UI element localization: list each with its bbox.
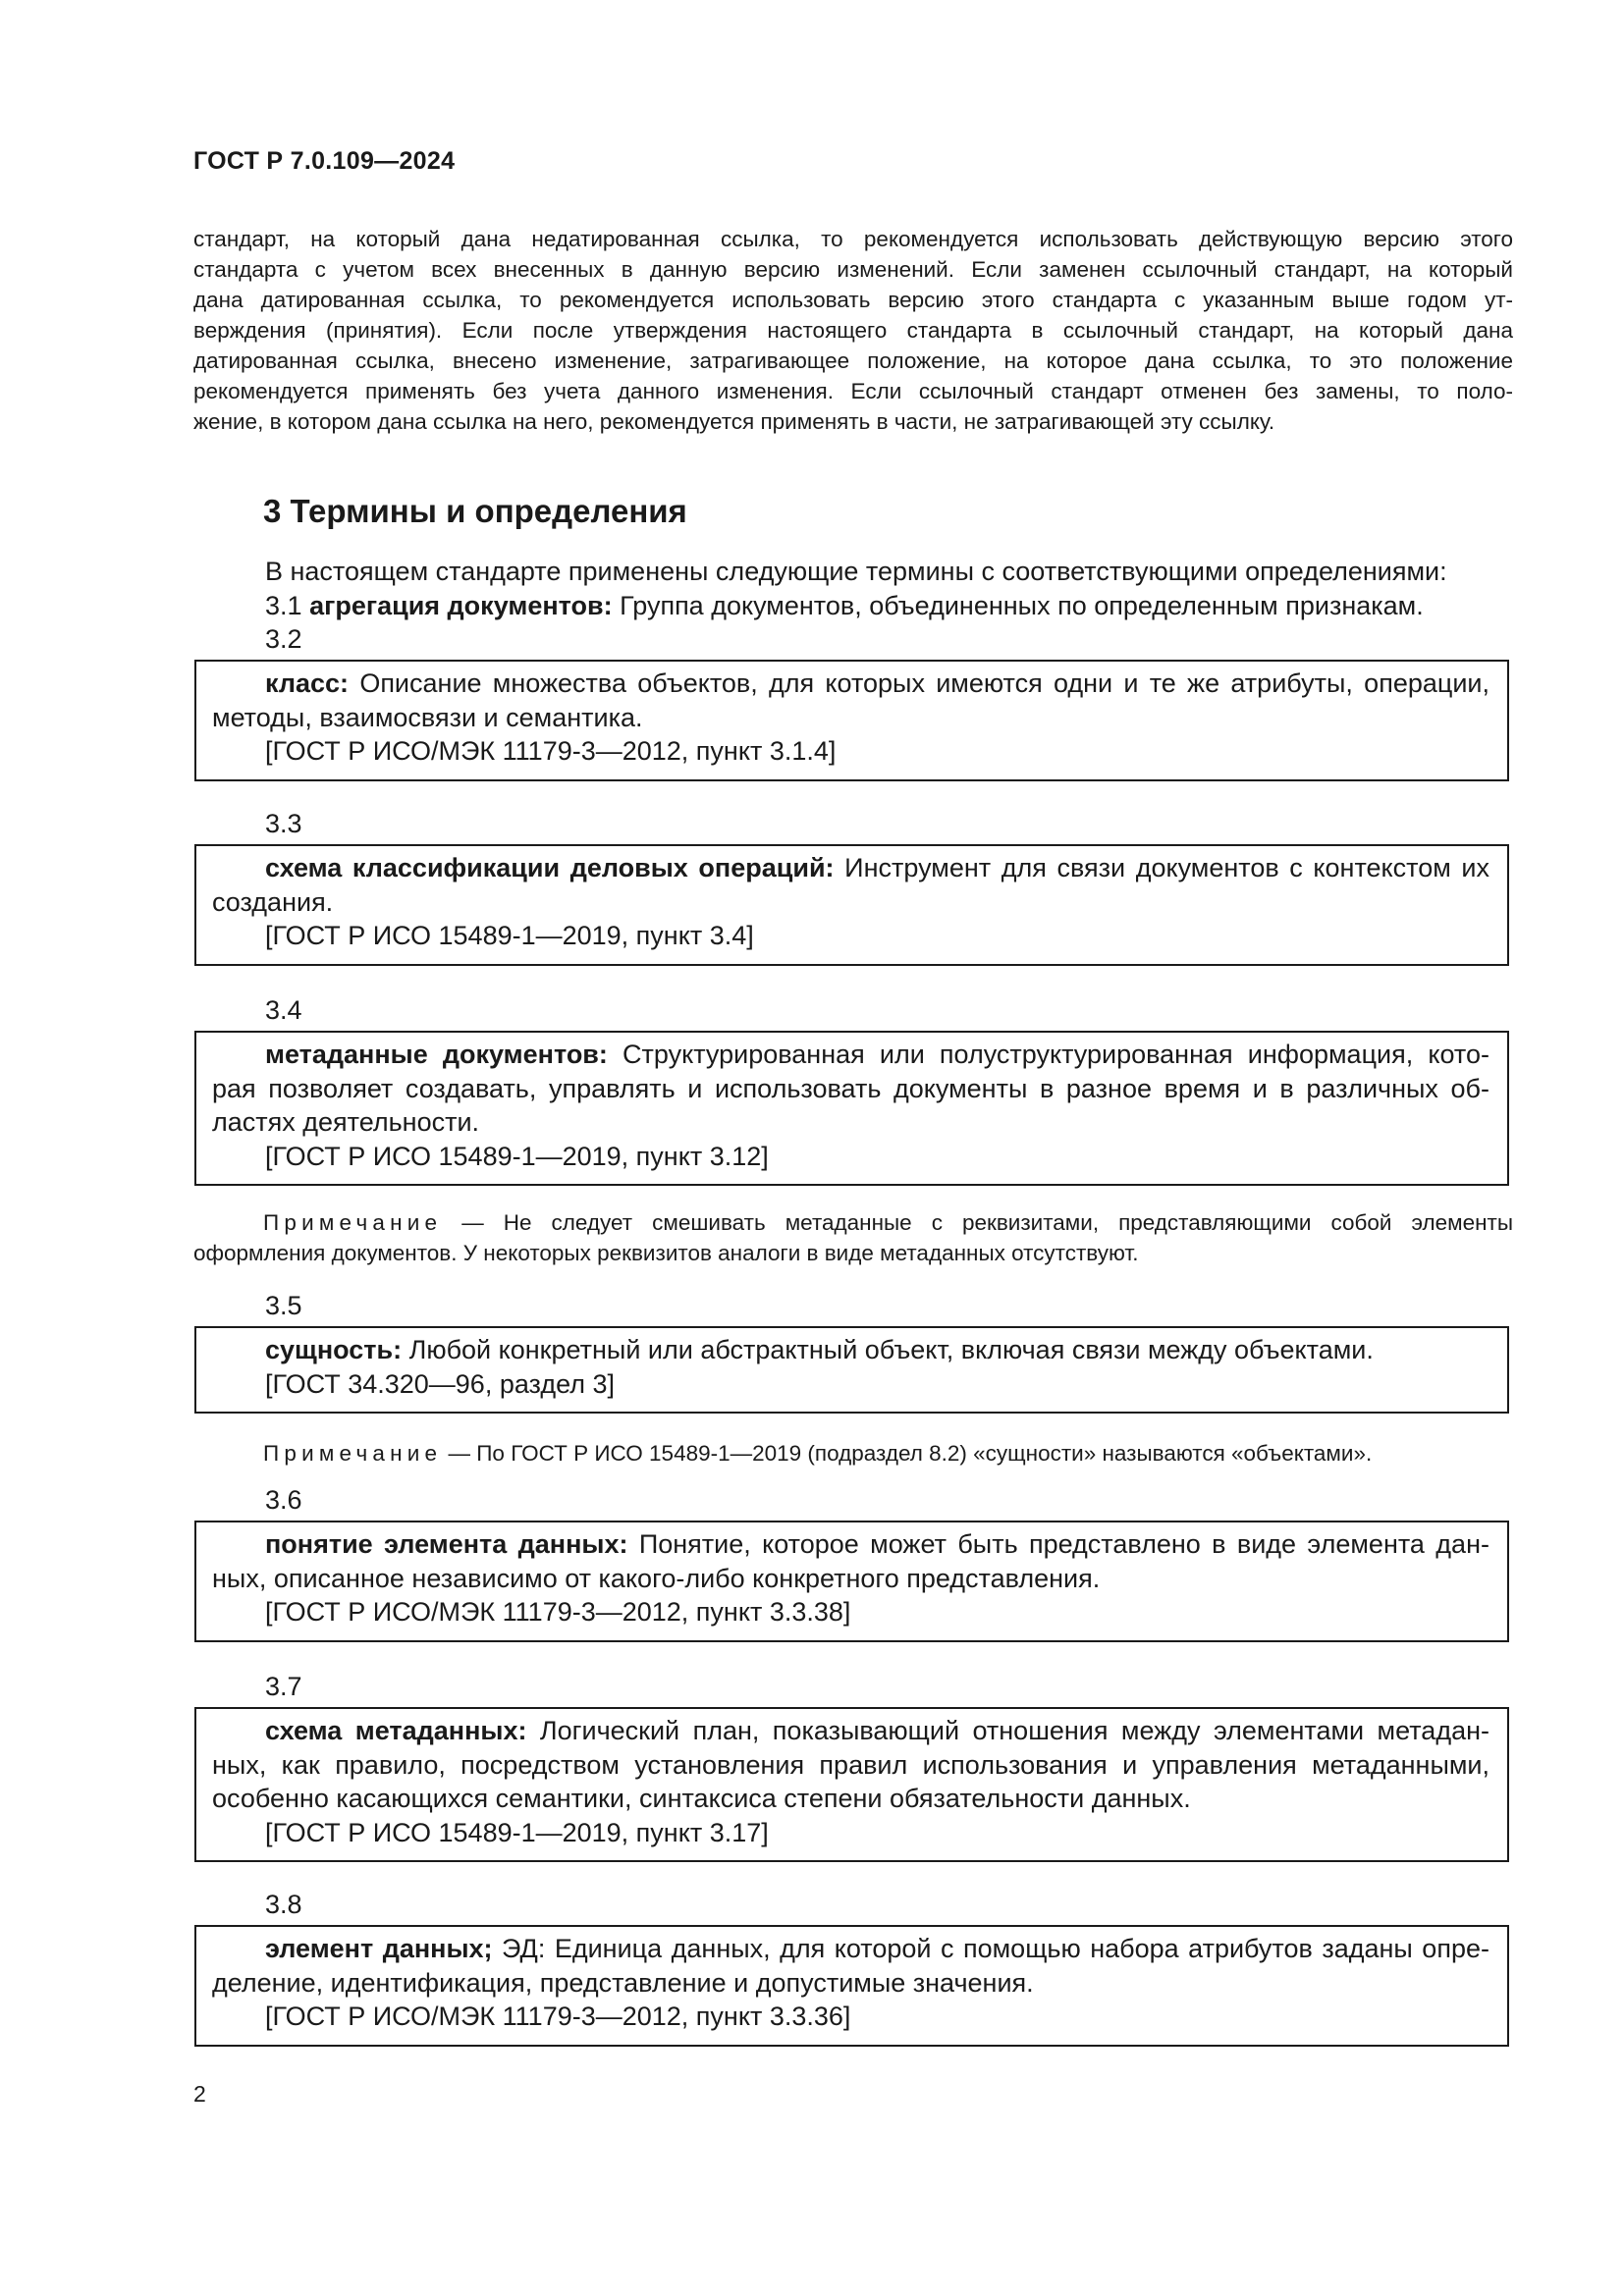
term-first-line bbox=[212, 1527, 1489, 1562]
term-definition: Инструмент для связи документов с контекстом их bbox=[844, 853, 1489, 882]
term-name: агрегация документов: bbox=[309, 591, 613, 620]
term-source: [ГОСТ Р ИСО 15489-1—2019, пункт 3.12] bbox=[265, 1141, 769, 1171]
term-number: 3.1 bbox=[265, 591, 302, 620]
term-name: понятие элемента данных: bbox=[265, 1529, 628, 1559]
term-first-line bbox=[212, 1714, 1489, 1748]
term-source: [ГОСТ Р ИСО 15489-1—2019, пункт 3.4] bbox=[265, 921, 754, 950]
note-text: — По ГОСТ Р ИСО 15489-1—2019 (подраздел 8.2) «сущности» называются «объектами». bbox=[448, 1441, 1373, 1466]
term-line: ных, описанное независимо от какого-либо конкретного представления. bbox=[212, 1563, 1101, 1593]
term-line: создания. bbox=[212, 886, 334, 917]
term-first-line bbox=[212, 1932, 1489, 1966]
intro-paragraph bbox=[193, 224, 1513, 437]
intro-line: стандарт, на который дана недатированная ссылка, то рекомендуется использовать действующую версию этого bbox=[193, 227, 1513, 251]
term-source: [ГОСТ Р ИСО 15489-1—2019, пункт 3.17] bbox=[265, 1817, 769, 1847]
section-title: 3 Термины и определения bbox=[263, 493, 687, 529]
term-first-line bbox=[212, 667, 1489, 701]
note-line: оформления документов. У некоторых реквизитов аналоги в виде метаданных отсутствуют. bbox=[193, 1241, 1139, 1265]
term-line: методы, взаимосвязи и семантика. bbox=[212, 702, 643, 732]
term-line: деление, идентификация, представление и допустимые значения. bbox=[212, 1967, 1034, 1998]
term-source: [ГОСТ Р ИСО/МЭК 11179-3—2012, пункт 3.3.36] bbox=[265, 2002, 851, 2031]
term-number: 3.7 bbox=[265, 1672, 302, 1701]
document-header: ГОСТ Р 7.0.109—2024 bbox=[193, 147, 456, 175]
note-line bbox=[193, 1438, 1513, 1468]
term-line: ластях деятельности. bbox=[212, 1107, 480, 1137]
term-source: [ГОСТ 34.320—96, раздел 3] bbox=[265, 1368, 615, 1399]
term-box-3-5 bbox=[194, 1326, 1509, 1414]
note-text: — Не следует смешивать метаданные с реквизитами, представляющими собой элементы bbox=[461, 1210, 1513, 1235]
term-definition: Структурированная или полуструктурированная информация, кото- bbox=[623, 1040, 1489, 1069]
term-number: 3.4 bbox=[265, 995, 302, 1025]
intro-line: стандарта с учетом всех внесенных в данную версию изменений. Если заменен ссылочный стандарт, на который bbox=[193, 257, 1513, 282]
intro-line: датированная ссылка, внесено изменение, затрагивающее положение, на которое дана ссылка, то это положение bbox=[193, 348, 1513, 373]
term-first-line bbox=[212, 851, 1489, 885]
term-definition: Любой конкретный или абстрактный объект, включая связи между объектами. bbox=[408, 1335, 1374, 1364]
note-3-5 bbox=[193, 1438, 1513, 1468]
page-number: 2 bbox=[193, 2081, 206, 2107]
note-line bbox=[193, 1207, 1513, 1238]
intro-line: жение, в котором дана ссылка на него, рекомендуется применять в части, не затрагивающей эту ссылку. bbox=[193, 409, 1275, 434]
term-box-3-3 bbox=[194, 844, 1509, 966]
term-name: сущность: bbox=[265, 1335, 403, 1364]
term-definition: Понятие, которое может быть представлено в виде элемента дан- bbox=[638, 1529, 1489, 1559]
intro-line: дана датированная ссылка, то рекомендуется использовать версию этого стандарта с указанным выше годом ут- bbox=[193, 288, 1513, 312]
term-box-3-4 bbox=[194, 1031, 1509, 1186]
term-name: метаданные документов: bbox=[265, 1040, 608, 1069]
term-box-3-7 bbox=[194, 1707, 1509, 1862]
term-name: схема метаданных: bbox=[265, 1716, 527, 1745]
term-box-3-2 bbox=[194, 660, 1509, 781]
term-3-1 bbox=[265, 589, 1424, 622]
term-definition: Группа документов, объединенных по определенным признакам. bbox=[620, 591, 1424, 620]
term-box-3-6 bbox=[194, 1521, 1509, 1642]
term-number: 3.2 bbox=[265, 624, 302, 654]
note-3-4 bbox=[193, 1207, 1513, 1268]
term-number: 3.8 bbox=[265, 1890, 302, 1919]
term-source: [ГОСТ Р ИСО/МЭК 11179-3—2012, пункт 3.1.4] bbox=[265, 736, 837, 766]
term-name: элемент данных; bbox=[265, 1934, 493, 1963]
term-box-3-8 bbox=[194, 1925, 1509, 2047]
term-definition: ЭД: Единица данных, для которой с помощью набора атрибутов заданы опре- bbox=[502, 1934, 1489, 1963]
intro-line: верждения (принятия). Если после утверждения настоящего стандарта в ссылочный стандарт, на который дана bbox=[193, 318, 1513, 343]
term-line: ных, как правило, посредством установления правил использования и управления метаданными, bbox=[212, 1749, 1489, 1780]
term-number: 3.3 bbox=[265, 809, 302, 838]
term-name: схема классификации деловых операций: bbox=[265, 853, 835, 882]
note-label: Примечание bbox=[263, 1210, 443, 1235]
term-line: рая позволяет создавать, управлять и использовать документы в разное время и в различных об- bbox=[212, 1073, 1489, 1103]
term-definition: Описание множества объектов, для которых имеются одни и те же атрибуты, операции, bbox=[359, 668, 1489, 698]
note-label: Примечание bbox=[263, 1441, 443, 1466]
term-definition: Логический план, показывающий отношения между элементами метадан- bbox=[539, 1716, 1489, 1745]
term-first-line bbox=[212, 1038, 1489, 1072]
section-lead: В настоящем стандарте применены следующие термины с соответствующими определениями: bbox=[265, 557, 1447, 586]
term-name: класс: bbox=[265, 668, 350, 698]
intro-line: рекомендуется применять без учета данного изменения. Если ссылочный стандарт отменен без замены, то поло- bbox=[193, 379, 1513, 403]
term-source: [ГОСТ Р ИСО/МЭК 11179-3—2012, пункт 3.3.38] bbox=[265, 1597, 851, 1627]
term-line: особенно касающихся семантики, синтаксиса степени обязательности данных. bbox=[212, 1784, 1191, 1813]
term-first-line bbox=[212, 1333, 1489, 1367]
term-number: 3.6 bbox=[265, 1485, 302, 1515]
term-number: 3.5 bbox=[265, 1291, 302, 1320]
